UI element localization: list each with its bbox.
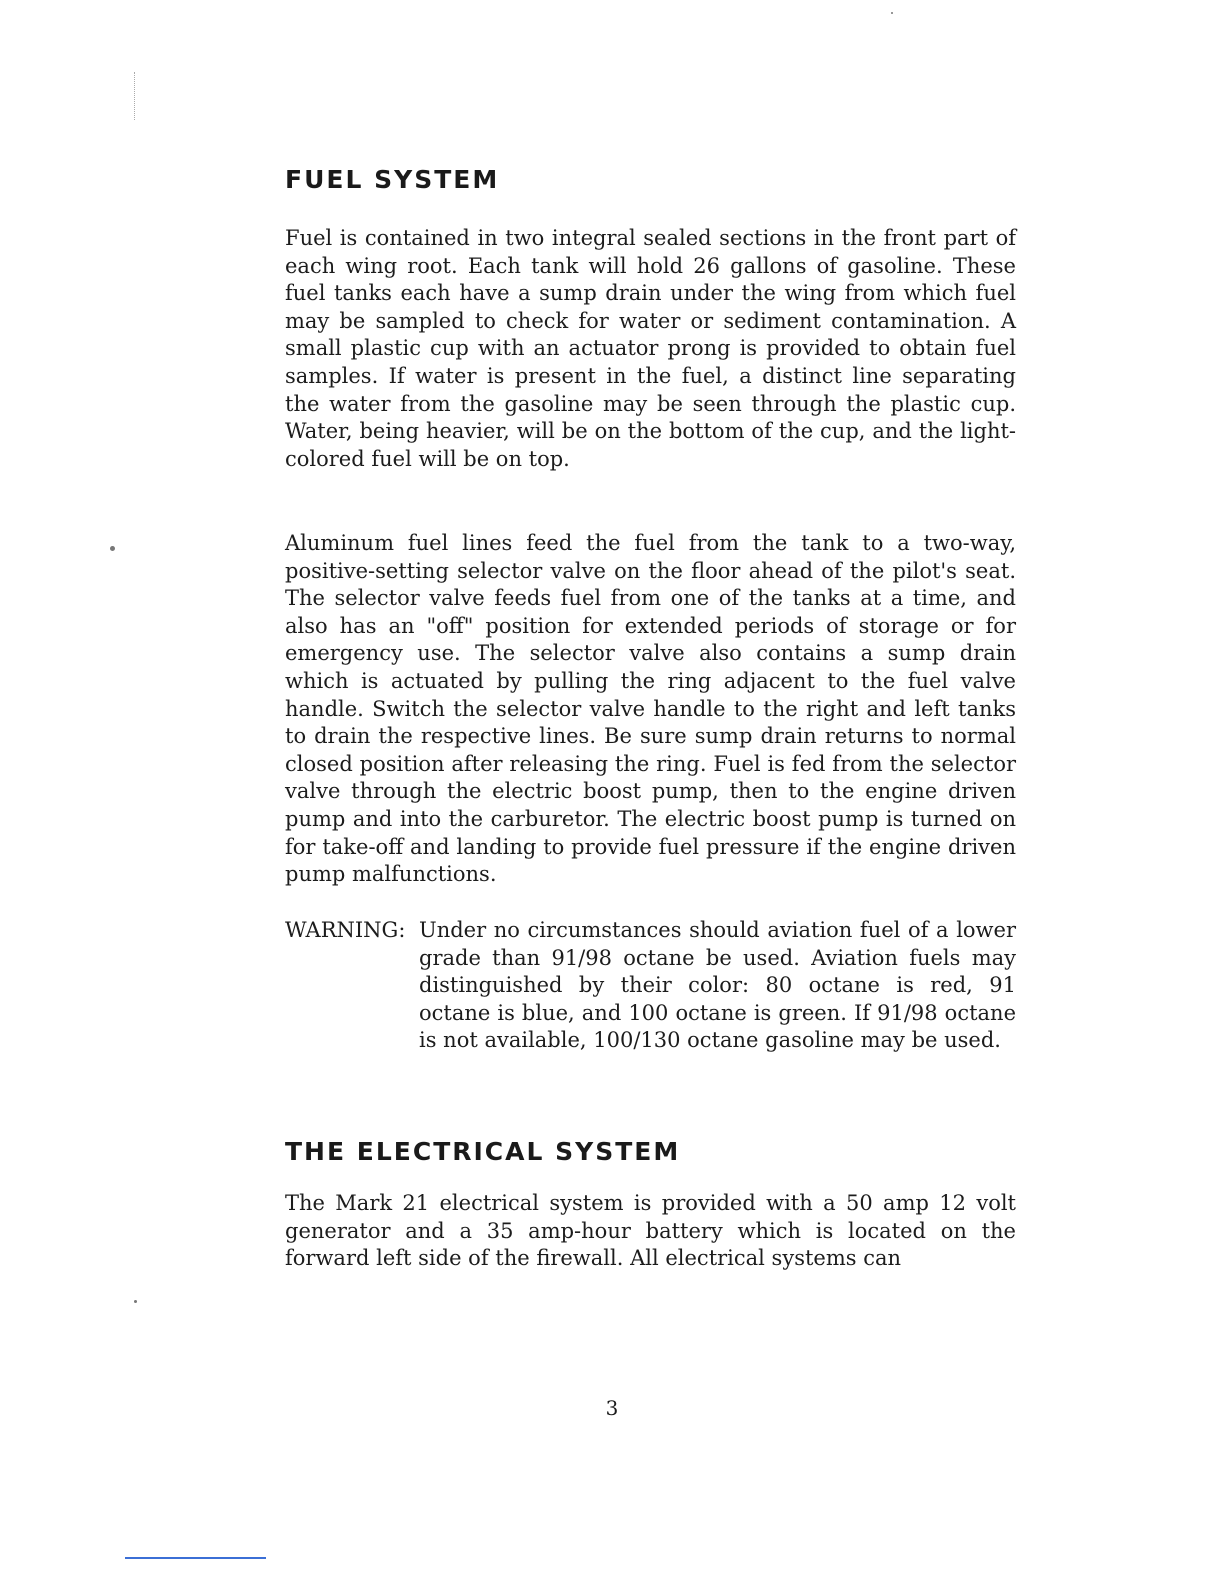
fuel-paragraph-1: Fuel is contained in two integral sealed sections in the front part of each wing root. Each tank will hold 26 gallons of gasoline. These fuel tanks each have a sump drain under the wing from which fuel may be sampled to check for water or sediment contamination. A small plastic cup with an actuator prong is provided to obtain fuel samples. If water is present in the fuel, a distinct line separating the water from the gasoline may be seen through the plastic cup. Water, being heavier, will be on the bottom of the cup, and the light-colored fuel will be on top. [285, 226, 1016, 471]
fuel-paragraph-2: Aluminum fuel lines feed the fuel from the tank to a two-way, positive-setting selector valve on the floor ahead of the pilot's seat. The selector valve feeds fuel from one of the tanks at a time, and also has an "off" position for extended periods of storage or for emergency use. The selector valve also contains a sump drain which is actuated by pulling the ring adjacent to the fuel valve handle. Switch the selector valve handle to the right and left tanks to drain the respective lines. Be sure sump drain returns to normal closed position after releasing the ring. Fuel is fed from the selector valve through the electric boost pump, then to the engine driven pump and into the carburetor. The electric boost pump is turned on for take-off and landing to provide fuel pressure if the engine driven pump malfunctions. [285, 531, 1016, 887]
warning-label: WARNING: [285, 918, 406, 942]
electrical-paragraph-1: The Mark 21 electrical system is provided with a 50 amp 12 volt generator and a 35 amp-hour battery which is located on the forward left side of the firewall. All electrical systems can [285, 1191, 1016, 1271]
margin-scan-marks [134, 72, 136, 120]
scan-speck [891, 12, 893, 14]
page-number: 3 [605, 1396, 619, 1420]
electrical-system-heading: THE ELECTRICAL SYSTEM [285, 1137, 681, 1166]
scan-speck [134, 1300, 137, 1303]
footer-rule [125, 1557, 266, 1559]
scan-speck [110, 546, 115, 551]
warning-text: Under no circumstances should aviation fuel of a lower grade than 91/98 octane be used. Aviation fuels may distinguished by their color: 80 octane is red, 91 octane is blue, and 100 octane is green. If 91/98 octane is not available, 100/130 octane gasoline may be used. [419, 918, 1016, 1053]
fuel-system-heading: FUEL SYSTEM [285, 165, 500, 194]
